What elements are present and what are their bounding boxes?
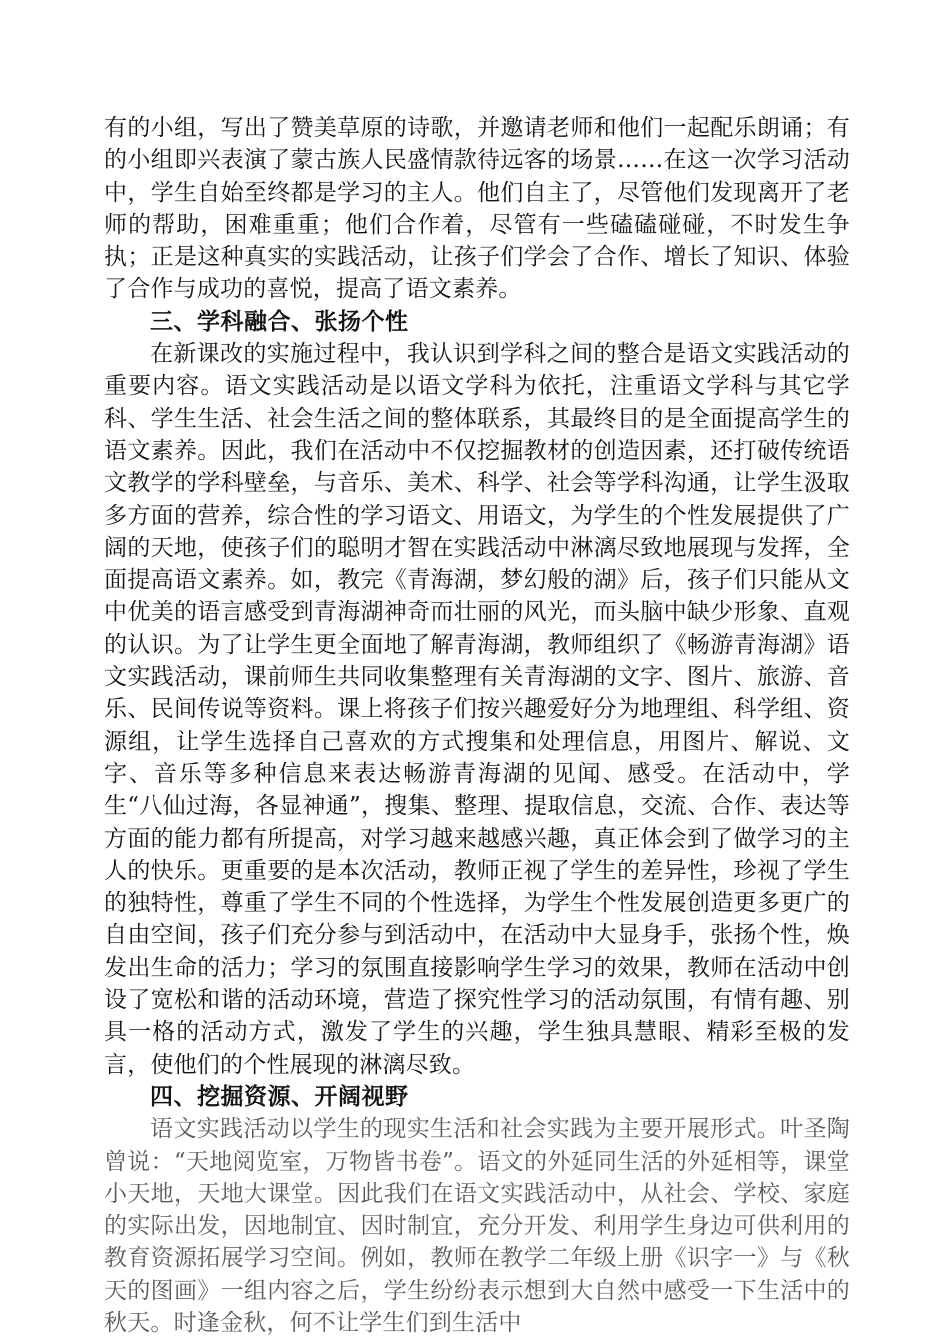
paragraph-resources: 语文实践活动以学生的现实生活和社会实践为主要开展形式。叶圣陶曾说：“天地阅览室，万物皆书卷”。语文的外延同生活的外延相等，课堂小天地，天地大课堂。因此我们在语文实践活动中，从社会、学校、家庭的实际出发，因地制宜、因时制宜，充分开发、利用学生身边可供利用的教育资源拓展学习空间。例如，教师在教学二年级上册《识字一》与《秋天的图画》一组内容之后，学生纷纷表示想到大自然中感受一下生活中的秋天。时逢金秋，何不让学生们到生活中 (104, 1116, 850, 1336)
section-heading-4: 四、挖掘资源、开阔视野 (150, 1083, 409, 1110)
paragraph-subject-integration: 在新课改的实施过程中，我认识到学科之间的整合是语文实践活动的重要内容。语文实践活动是以语文学科为依托，注重语文学科与其它学科、学生生活、社会生活之间的整体联系，其最终目的是全面提高学生的语文素养。因此，我们在活动中不仅挖掘教材的创造因素，还打破传统语文教学的学科壁垒，与音乐、美术、科学、社会等学科沟通，让学生汲取多方面的营养，综合性的学习语文、用语文，为学生的个性发展提供了广阔的天地，使孩子们的聪明才智在实践活动中淋漓尽致地展现与发挥，全面提高语文素养。如，教完《青海湖，梦幻般的湖》后，孩子们只能从文中优美的语言感受到青海湖神奇而壮丽的风光，而头脑中缺少形象、直观的认识。为了让学生更全面地了解青海湖，教师组织了《畅游青海湖》语文实践活动，课前师生共同收集整理有关青海湖的文字、图片、旅游、音乐、民间传说等资料。课上将孩子们按兴趣爱好分为地理组、科学组、资源组，让学生选择自己喜欢的方式搜集和处理信息，用图片、解说、文字、音乐等多种信息来表达畅游青海湖的见闻、感受。在活动中，学生“八仙过海，各显神通”，搜集、整理、提取信息，交流、合作、表达等方面的能力都有所提高，对学习越来越感兴趣，真正体会到了做学习的主人的快乐。更重要的是本次活动，教师正视了学生的差异性，珍视了学生的独特性，尊重了学生不同的个性选择，为学生个性发展创造更多更广的自由空间，孩子们充分参与到活动中，在活动中大显身手，张扬个性，焕发出生命的活力；学习的氛围直接影响学生学习的效果，教师在活动中创设了宽松和谐的活动环境，营造了探究性学习的活动氛围，有情有趣、别具一格的活动方式，激发了学生的兴趣，学生独具慧眼、精彩至极的发言，使他们的个性展现的淋漓尽致。 (104, 341, 850, 1078)
document-page (104, 112, 850, 1339)
section-heading-3: 三、学科融合、张扬个性 (150, 308, 409, 335)
paragraph-continued: 有的小组，写出了赞美草原的诗歌，并邀请老师和他们一起配乐朗诵；有的小组即兴表演了蒙古族人民盛情款待远客的场景……在这一次学习活动中，学生自始至终都是学习的主人。他们自主了，尽管他们发现离开了老师的帮助，困难重重；他们合作着，尽管有一些磕磕碰碰，不时发生争执；正是这种真实的实践活动，让孩子们学会了合作、增长了知识、体验了合作与成功的喜悦，提高了语文素养。 (104, 115, 850, 303)
